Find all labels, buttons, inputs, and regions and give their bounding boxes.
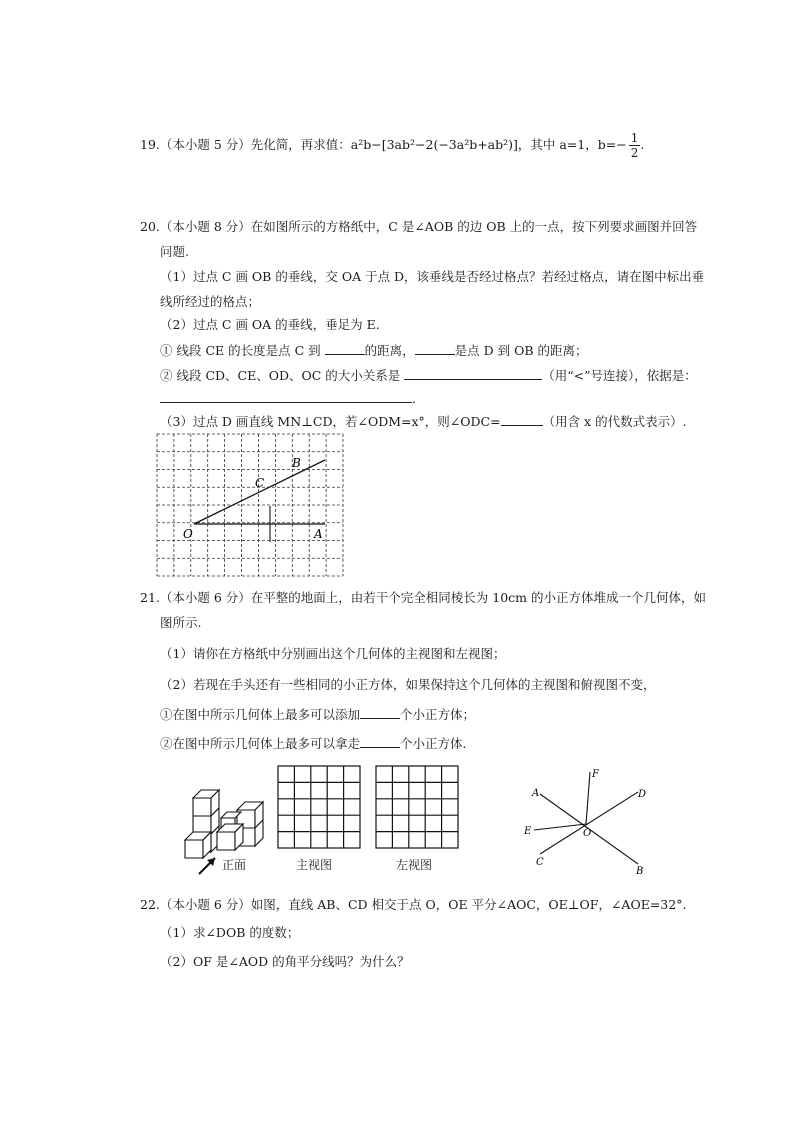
- ray-OF: [586, 772, 590, 824]
- q20-grid-figure: [157, 434, 343, 576]
- answer-blank[interactable]: [360, 734, 400, 748]
- label-B: B: [292, 456, 301, 470]
- dashed-grid: [157, 434, 343, 576]
- q19-prefix: 19.（本小题 5 分）先化简，再求值：: [140, 137, 351, 152]
- q20-line1: 20.（本小题 8 分）在如图所示的方格纸中，C 是∠AOB 的边 OB 上的一点，按下列要求画图并回答: [140, 219, 698, 234]
- q20-part3: [160, 412, 687, 431]
- answer-blank[interactable]: [415, 341, 455, 355]
- answer-blank[interactable]: [404, 366, 542, 380]
- q22-part1: （1）求∠DOB 的度数；: [160, 925, 300, 940]
- q21-sub2-b: 个小正方体.: [400, 736, 467, 751]
- label-E: E: [524, 826, 532, 837]
- q21-line2: 图所示.: [160, 615, 202, 630]
- q20-part1-b: 线所经过的格点；: [160, 294, 261, 309]
- q21-main-view-grid: [278, 766, 360, 848]
- q20-part3-a: （3）过点 D 画直线 MN⊥CD，若∠ODM=x°，则∠ODC=: [160, 414, 501, 429]
- label-A: A: [314, 527, 323, 541]
- q19-fraction-denominator: 2: [630, 146, 639, 160]
- q21-sub2-a: ②在图中所示几何体上最多可以拿走: [160, 736, 361, 751]
- q21-line1: 21.（本小题 6 分）在平整的地面上，由若干个完全相同棱长为 10cm 的小正方体堆成一个几何体，如: [140, 590, 706, 605]
- q19-fraction: [629, 131, 641, 160]
- q20-sub2-end: .: [412, 391, 416, 406]
- q20-sub2-reason: [160, 389, 416, 408]
- label-F: F: [592, 769, 599, 780]
- q22-line1: 22.（本小题 6 分）如图，直线 AB、CD 相交于点 O，OE 平分∠AOC，OE⊥OF，∠AOE=32°.: [140, 897, 687, 912]
- q22-angle-figure: [520, 768, 660, 878]
- q21-part2: （2）若现在手头还有一些相同的小正方体，如果保持这个几何体的主视图和俯视图不变，: [160, 677, 656, 692]
- q21-caption-left: 左视图: [396, 858, 433, 872]
- q20-sub1-a: ① 线段 CE 的长度是点 C 到: [160, 343, 321, 358]
- q21-sub1-b: 个小正方体；: [400, 707, 476, 722]
- q20-part3-b: （用含 x 的代数式表示）.: [542, 414, 687, 429]
- q19-fraction-numerator: 1: [630, 131, 639, 145]
- q21-left-view-grid: [376, 766, 458, 848]
- ray-OE: [534, 824, 586, 830]
- q20-sub1: [160, 341, 587, 360]
- line-CD: [540, 792, 638, 854]
- q20-part2: （2）过点 C 画 OA 的垂线，垂足为 E.: [160, 317, 380, 332]
- label-O: O: [183, 527, 193, 541]
- label-O: O: [583, 828, 592, 839]
- answer-blank[interactable]: [325, 341, 365, 355]
- answer-blank[interactable]: [501, 412, 543, 426]
- q20-sub1-c: 是点 D 到 OB 的距离；: [454, 343, 588, 358]
- q21-sub2: [160, 734, 467, 753]
- answer-blank[interactable]: [160, 389, 412, 403]
- label-C: C: [536, 857, 544, 868]
- q20-sub2: [160, 366, 697, 385]
- q21-part1: （1）请你在方格纸中分别画出这个几何体的主视图和左视图；: [160, 646, 506, 661]
- q21-caption-main: 主视图: [296, 858, 333, 872]
- q19-end: .: [640, 137, 645, 152]
- label-D: D: [638, 789, 647, 800]
- q21-caption-front: 正面: [222, 858, 247, 872]
- q20-line2: 问题.: [160, 244, 189, 259]
- q20-sub2-a: ② 线段 CD、CE、OD、OC 的大小关系是: [160, 368, 401, 383]
- q19-expression: a²b−[3ab²−2(−3a²b+ab²)]，其中 a=1，b=−: [350, 137, 627, 152]
- answer-blank[interactable]: [360, 705, 400, 719]
- q19-line: [140, 131, 644, 160]
- q20-sub1-b: 的距离，: [364, 343, 415, 358]
- q21-sub1-a: ①在图中所示几何体上最多可以添加: [160, 707, 361, 722]
- q21-sub1: [160, 705, 475, 724]
- q20-sub2-b: （用“<”号连接），依据是：: [542, 368, 697, 383]
- label-B: B: [636, 866, 644, 877]
- q20-part1-a: （1）过点 C 画 OB 的垂线，交 OA 于点 D，该垂线是否经过格点？若经过格点，请在图中标出垂: [160, 269, 705, 284]
- label-C: C: [255, 476, 265, 490]
- q22-part2: （2）OF 是∠AOD 的角平分线吗？为什么？: [160, 954, 410, 969]
- label-A: A: [532, 788, 540, 799]
